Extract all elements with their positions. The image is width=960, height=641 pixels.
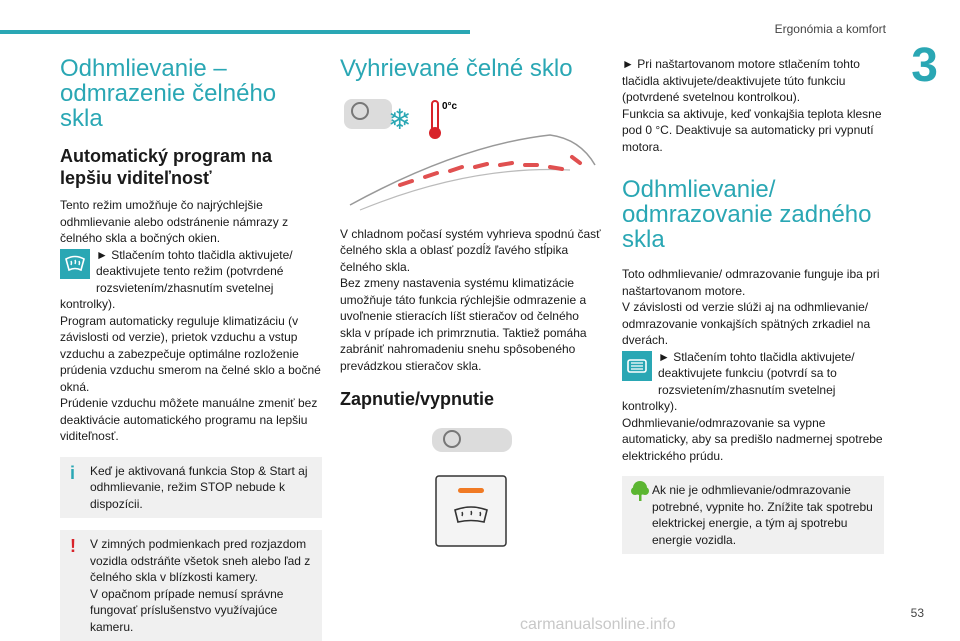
- warning-icon: !: [70, 536, 76, 556]
- eco-tree-icon: [630, 480, 650, 507]
- heated-windscreen-title: Vyhrievané čelné sklo: [340, 55, 573, 82]
- column-2: [340, 56, 602, 569]
- rear-screen-demist-title: Odhmlievanie/ odmrazovanie zadného skla: [622, 176, 872, 253]
- chapter-number: 3: [911, 39, 938, 92]
- heated-windscreen-body: V chladnom počasí systém vyhrieva spodnú časť čelného skla a oblasť pozdĺž ľavého stĺpika čelného skla. Bez zmeny nastavenia systému klimatizácie umožňuje táto funkcia rýchlejšie odmrazenie a uvoľnenie stieracích líšt stieračov od čelného skla v prípade ich primrznutia. Taktiež pomáha zabrániť nahromadeniu snehu spôsobeného prevádzkou stieračov skla.: [340, 226, 601, 373]
- column-3: [622, 56, 884, 554]
- info-note-text: Keď je aktivovaná funkcia Stop & Start aj odhmlievanie, režim STOP nebude k dispozícii.: [90, 463, 308, 511]
- section-title: Ergonómia a komfort: [774, 22, 886, 36]
- visibility-press-block: [60, 247, 322, 313]
- windscreen-demist-button-icon: [60, 249, 90, 279]
- rear-screen-body: Toto odhmlievanie/ odmrazovanie funguje iba pri naštartovanom motore. V závislosti od verzie slúži aj na odhmlievanie/ odmrazovanie vonkajších spätných zrkadiel na dverách.: [622, 267, 880, 347]
- rear-screen-press-block: [622, 349, 884, 415]
- indicator-light: [458, 488, 484, 493]
- heated-windscreen-press-text: ► Pri naštartovanom motore stlačením tohto tlačidla aktivujete/deaktivujete túto funkciu (potvrdené svetelnou kontrolkou). Funkcia sa aktivuje, keď vonkajšia teplota klesne pod 0 °C. Deaktivuje sa automaticky pri vypnutí motora.: [622, 57, 882, 154]
- switch-on-off-subtitle: Zapnutie/vypnutie: [340, 389, 495, 409]
- visibility-press-text: ► Stlačením tohto tlačidla aktivujete/ deaktivujete tento režim (potvrdené rozsvietením/zhasnutím svetelnej kontrolky).: [60, 247, 293, 311]
- heating-elements: [400, 157, 580, 185]
- watermark: carmanualsonline.info: [520, 616, 676, 633]
- warning-note-text: V zimných podmienkach pred rozjazdom vozidla odstráňte všetok sneh alebo ľad z čelného skla v blízkosti kamery. V opačnom prípade nemusí správne fungovať príslušenstvo využívajúce kameru.: [90, 537, 311, 634]
- thermometer-icon: [432, 101, 438, 131]
- rear-screen-press-text: ► Stlačením tohto tlačidla aktivujete/ deaktivujete funkciu (potvrdí sa to rozsvietením/zhasnutím svetelnej kontrolky).: [622, 349, 855, 413]
- heated-windscreen-illustration: [340, 95, 602, 215]
- temperature-label: 0°c: [442, 101, 458, 112]
- rear-screen-demist-button-icon: [622, 351, 652, 381]
- eco-note: [622, 476, 884, 554]
- eco-note-text: Ak nie je odhmlievanie/odmrazovanie potrebné, vypnite ho. Znížite tak spotrebu elektrickej energie, a tým aj spotrebu energie vozidla.: [652, 483, 873, 547]
- rear-screen-body-2: Odhmlievanie/odmrazovanie sa vypne automaticky, aby sa predišlo nadmernej spotrebe elektrického prúdu.: [622, 415, 883, 463]
- column-1: [60, 56, 322, 641]
- header-accent-bar: [0, 30, 470, 34]
- snowflake-icon: ❄: [388, 103, 412, 136]
- visibility-intro-text: Tento režim umožňuje čo najrýchlejšie odhmlievanie alebo odstránenie námrazy z čelného skla a bočných okien.: [60, 198, 289, 245]
- windscreen-demist-title: Odhmlievanie – odmrazenie čelného skla: [60, 55, 277, 132]
- heated-windscreen-button-illustration: [340, 424, 602, 564]
- visibility-program-subtitle: Automatický program na lepšiu viditeľnosť: [60, 146, 273, 188]
- visibility-body-text: Program automaticky reguluje klimatizáciu (v závislosti od verzie), prietok vzduchu a vstup vzduchu a zabezpečuje optimálne rozloženie prúdenia vzduchu smerom na čelné sklo a bočné okná. Prúdenie vzduchu môžete manuálne zmeniť bez deaktivácie automatického programu na lepšiu viditeľnosť.: [60, 313, 321, 443]
- page-number: 53: [910, 606, 924, 620]
- warning-note: [60, 530, 322, 641]
- info-icon: i: [70, 462, 76, 483]
- info-note: [60, 457, 322, 519]
